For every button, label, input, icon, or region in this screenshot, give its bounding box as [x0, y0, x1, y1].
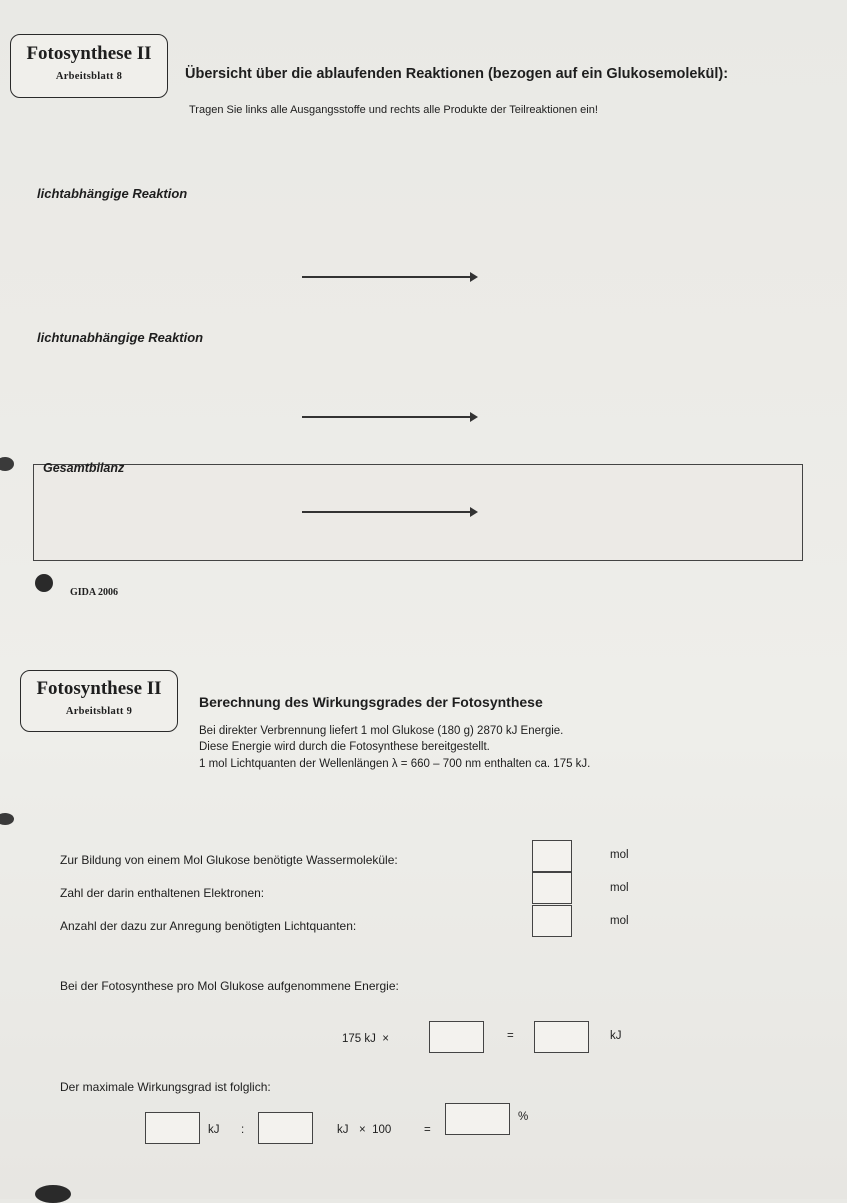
unit-water: mol	[610, 849, 629, 861]
energy-formula-unit: kJ	[610, 1030, 622, 1042]
question-quanta: Anzahl der dazu zur Anregung benötigten Lichtquanten:	[60, 919, 357, 933]
sheet8-title-box	[10, 34, 168, 98]
eff-times: × 100	[359, 1124, 392, 1136]
sheet8-heading: Übersicht über die ablaufenden Reaktionen (bezogen auf ein Glukosemolekül):	[185, 66, 729, 82]
answer-box-eff-3[interactable]	[445, 1103, 510, 1135]
energy-label: Bei der Fotosynthese pro Mol Glukose aufgenommene Energie:	[60, 979, 399, 993]
reaction-arrow-1	[302, 276, 476, 278]
unit-electrons: mol	[610, 882, 629, 894]
sheet9-subtitle: Arbeitsblatt 9	[65, 706, 133, 717]
sheet9-intro-2: Diese Energie wird durch die Fotosynthese bereitgestellt.	[199, 741, 490, 753]
question-electrons: Zahl der darin enthaltenen Elektronen:	[60, 886, 265, 900]
answer-box-eff-1[interactable]	[145, 1112, 200, 1144]
answer-box-quanta[interactable]	[532, 905, 572, 937]
answer-box-water[interactable]	[532, 840, 572, 872]
eff-unit-percent: %	[518, 1111, 529, 1123]
eff-unit-2: kJ	[337, 1124, 349, 1136]
punch-hole-2	[0, 813, 14, 825]
section-gesamtbilanz: Gesamtbilanz	[43, 461, 125, 475]
sheet9-intro-1: Bei direkter Verbrennung liefert 1 mol Glukose (180 g) 2870 kJ Energie.	[199, 725, 564, 737]
gida-logo-icon-bottom	[35, 1185, 71, 1203]
sheet9-intro-3: 1 mol Lichtquanten der Wellenlängen λ = 660 – 700 nm enthalten ca. 175 kJ.	[199, 758, 591, 770]
reaction-arrow-2	[302, 416, 476, 418]
unit-quanta: mol	[610, 915, 629, 927]
answer-box-eff-2[interactable]	[258, 1112, 313, 1144]
eff-unit-1: kJ	[208, 1124, 220, 1136]
answer-box-electrons[interactable]	[532, 872, 572, 904]
sheet9-title: Fotosynthese II	[36, 678, 162, 699]
energy-formula-equals: =	[507, 1030, 514, 1042]
sheet8-instruction: Tragen Sie links alle Ausgangsstoffe und rechts alle Produkte der Teilreaktionen ein!	[189, 104, 598, 116]
section-light-independent: lichtunabhängige Reaktion	[37, 330, 204, 345]
reaction-arrow-3	[302, 511, 476, 513]
question-water: Zur Bildung von einem Mol Glukose benötigte Wassermoleküle:	[60, 853, 398, 867]
eff-equals: =	[424, 1124, 431, 1136]
sheet9-heading: Berechnung des Wirkungsgrades der Fotosynthese	[199, 694, 543, 710]
punch-hole-1	[0, 457, 14, 471]
efficiency-label: Der maximale Wirkungsgrad ist folglich:	[60, 1080, 271, 1094]
answer-box-energy-total[interactable]	[534, 1021, 589, 1053]
energy-formula-lead: 175 kJ ×	[342, 1033, 389, 1045]
eff-divide: :	[241, 1124, 245, 1136]
sheet8-title: Fotosynthese II	[26, 43, 152, 64]
sheet8-subtitle: Arbeitsblatt 8	[55, 71, 123, 82]
sheet8-footer: GIDA 2006	[70, 587, 119, 598]
sheet9-title-box	[20, 670, 178, 732]
answer-box-energy-factor[interactable]	[429, 1021, 484, 1053]
gida-logo-icon	[35, 574, 53, 592]
section-light-dependent: lichtabhängige Reaktion	[37, 186, 188, 201]
